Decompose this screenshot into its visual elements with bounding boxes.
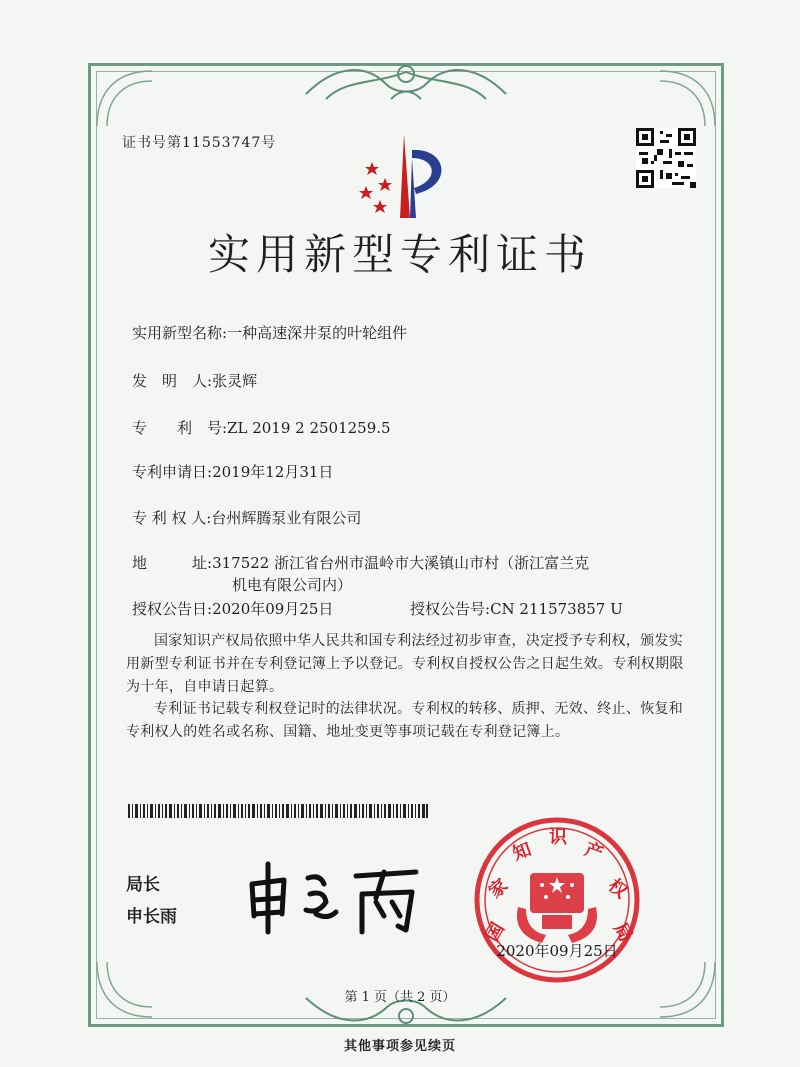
utility-model-name-field xyxy=(132,322,407,343)
grant-number-field xyxy=(410,598,623,619)
svg-text:产: 产 xyxy=(581,838,606,865)
svg-text:权: 权 xyxy=(603,874,632,903)
field-label: 专利申请日: xyxy=(132,463,213,481)
svg-text:识: 识 xyxy=(549,827,567,848)
handwritten-signature-icon xyxy=(238,858,428,938)
filing-date-field xyxy=(132,461,333,482)
field-value: ZL 2019 2 2501259.5 xyxy=(227,419,391,437)
field-label: 地 址: xyxy=(132,554,213,572)
body-paragraph-2: 专利证书记载专利权登记时的法律状况。专利权的转移、质押、无效、终止、恢复和专利权人的姓名或名称、国籍、地址变更等事项记载在专利登记簿上。 xyxy=(126,701,684,740)
field-label: 发 明 人: xyxy=(132,372,213,390)
svg-text:知: 知 xyxy=(510,838,535,865)
address-field xyxy=(132,552,589,573)
field-value: 317522 浙江省台州市温岭市大溪镇山市村（浙江富兰克 xyxy=(212,554,590,572)
grant-date-field xyxy=(132,598,333,619)
body-paragraph-1: 国家知识产权局依照中华人民共和国专利法经过初步审查，决定授予专利权，颁发实用新型专利证书并在专利登记簿上予以登记。专利权自授权公告之日起生效。专利权期限为十年，自申请日起算。 xyxy=(126,633,684,695)
svg-text:家: 家 xyxy=(484,874,513,903)
page-title: 实用新型专利证书 xyxy=(207,230,592,279)
patent-number-field xyxy=(132,417,391,438)
field-value: CN 211573857 U xyxy=(490,600,623,618)
director-title: 局长 xyxy=(126,875,160,895)
barcode-icon xyxy=(128,804,428,818)
svg-text:局: 局 xyxy=(609,919,637,946)
top-ornament-icon xyxy=(296,54,516,110)
corner-ornament-icon xyxy=(92,66,162,136)
field-value: 台州辉腾泵业有限公司 xyxy=(211,509,362,527)
field-label: 实用新型名称: xyxy=(132,324,228,342)
field-label: 授权公告日: xyxy=(132,600,213,618)
svg-text:国: 国 xyxy=(481,919,509,946)
page-number: 第 1 页（共 2 页） xyxy=(344,990,456,1005)
field-label: 专 利 号: xyxy=(132,419,228,437)
field-label: 专 利 权 人: xyxy=(132,509,212,527)
certificate-number: 证书号第11553747号 xyxy=(122,135,277,151)
address-line-2: 机电有限公司内） xyxy=(232,576,353,594)
field-value: 2020年09月25日 xyxy=(212,600,334,618)
qr-code-icon xyxy=(636,128,696,188)
corner-ornament-icon xyxy=(650,66,720,136)
patentee-field xyxy=(132,507,361,528)
footer-note: 其他事项参见续页 xyxy=(343,1039,456,1054)
seal-date: 2020年09月25日 xyxy=(496,942,618,960)
inventor-field xyxy=(132,370,257,391)
director-name: 申长雨 xyxy=(126,907,177,927)
field-value: 张灵辉 xyxy=(212,372,258,390)
cnipa-logo-icon xyxy=(352,130,462,222)
field-value: 一种高速深井泵的叶轮组件 xyxy=(227,324,408,342)
field-value: 2019年12月31日 xyxy=(212,463,334,481)
field-label: 授权公告号: xyxy=(410,600,491,618)
